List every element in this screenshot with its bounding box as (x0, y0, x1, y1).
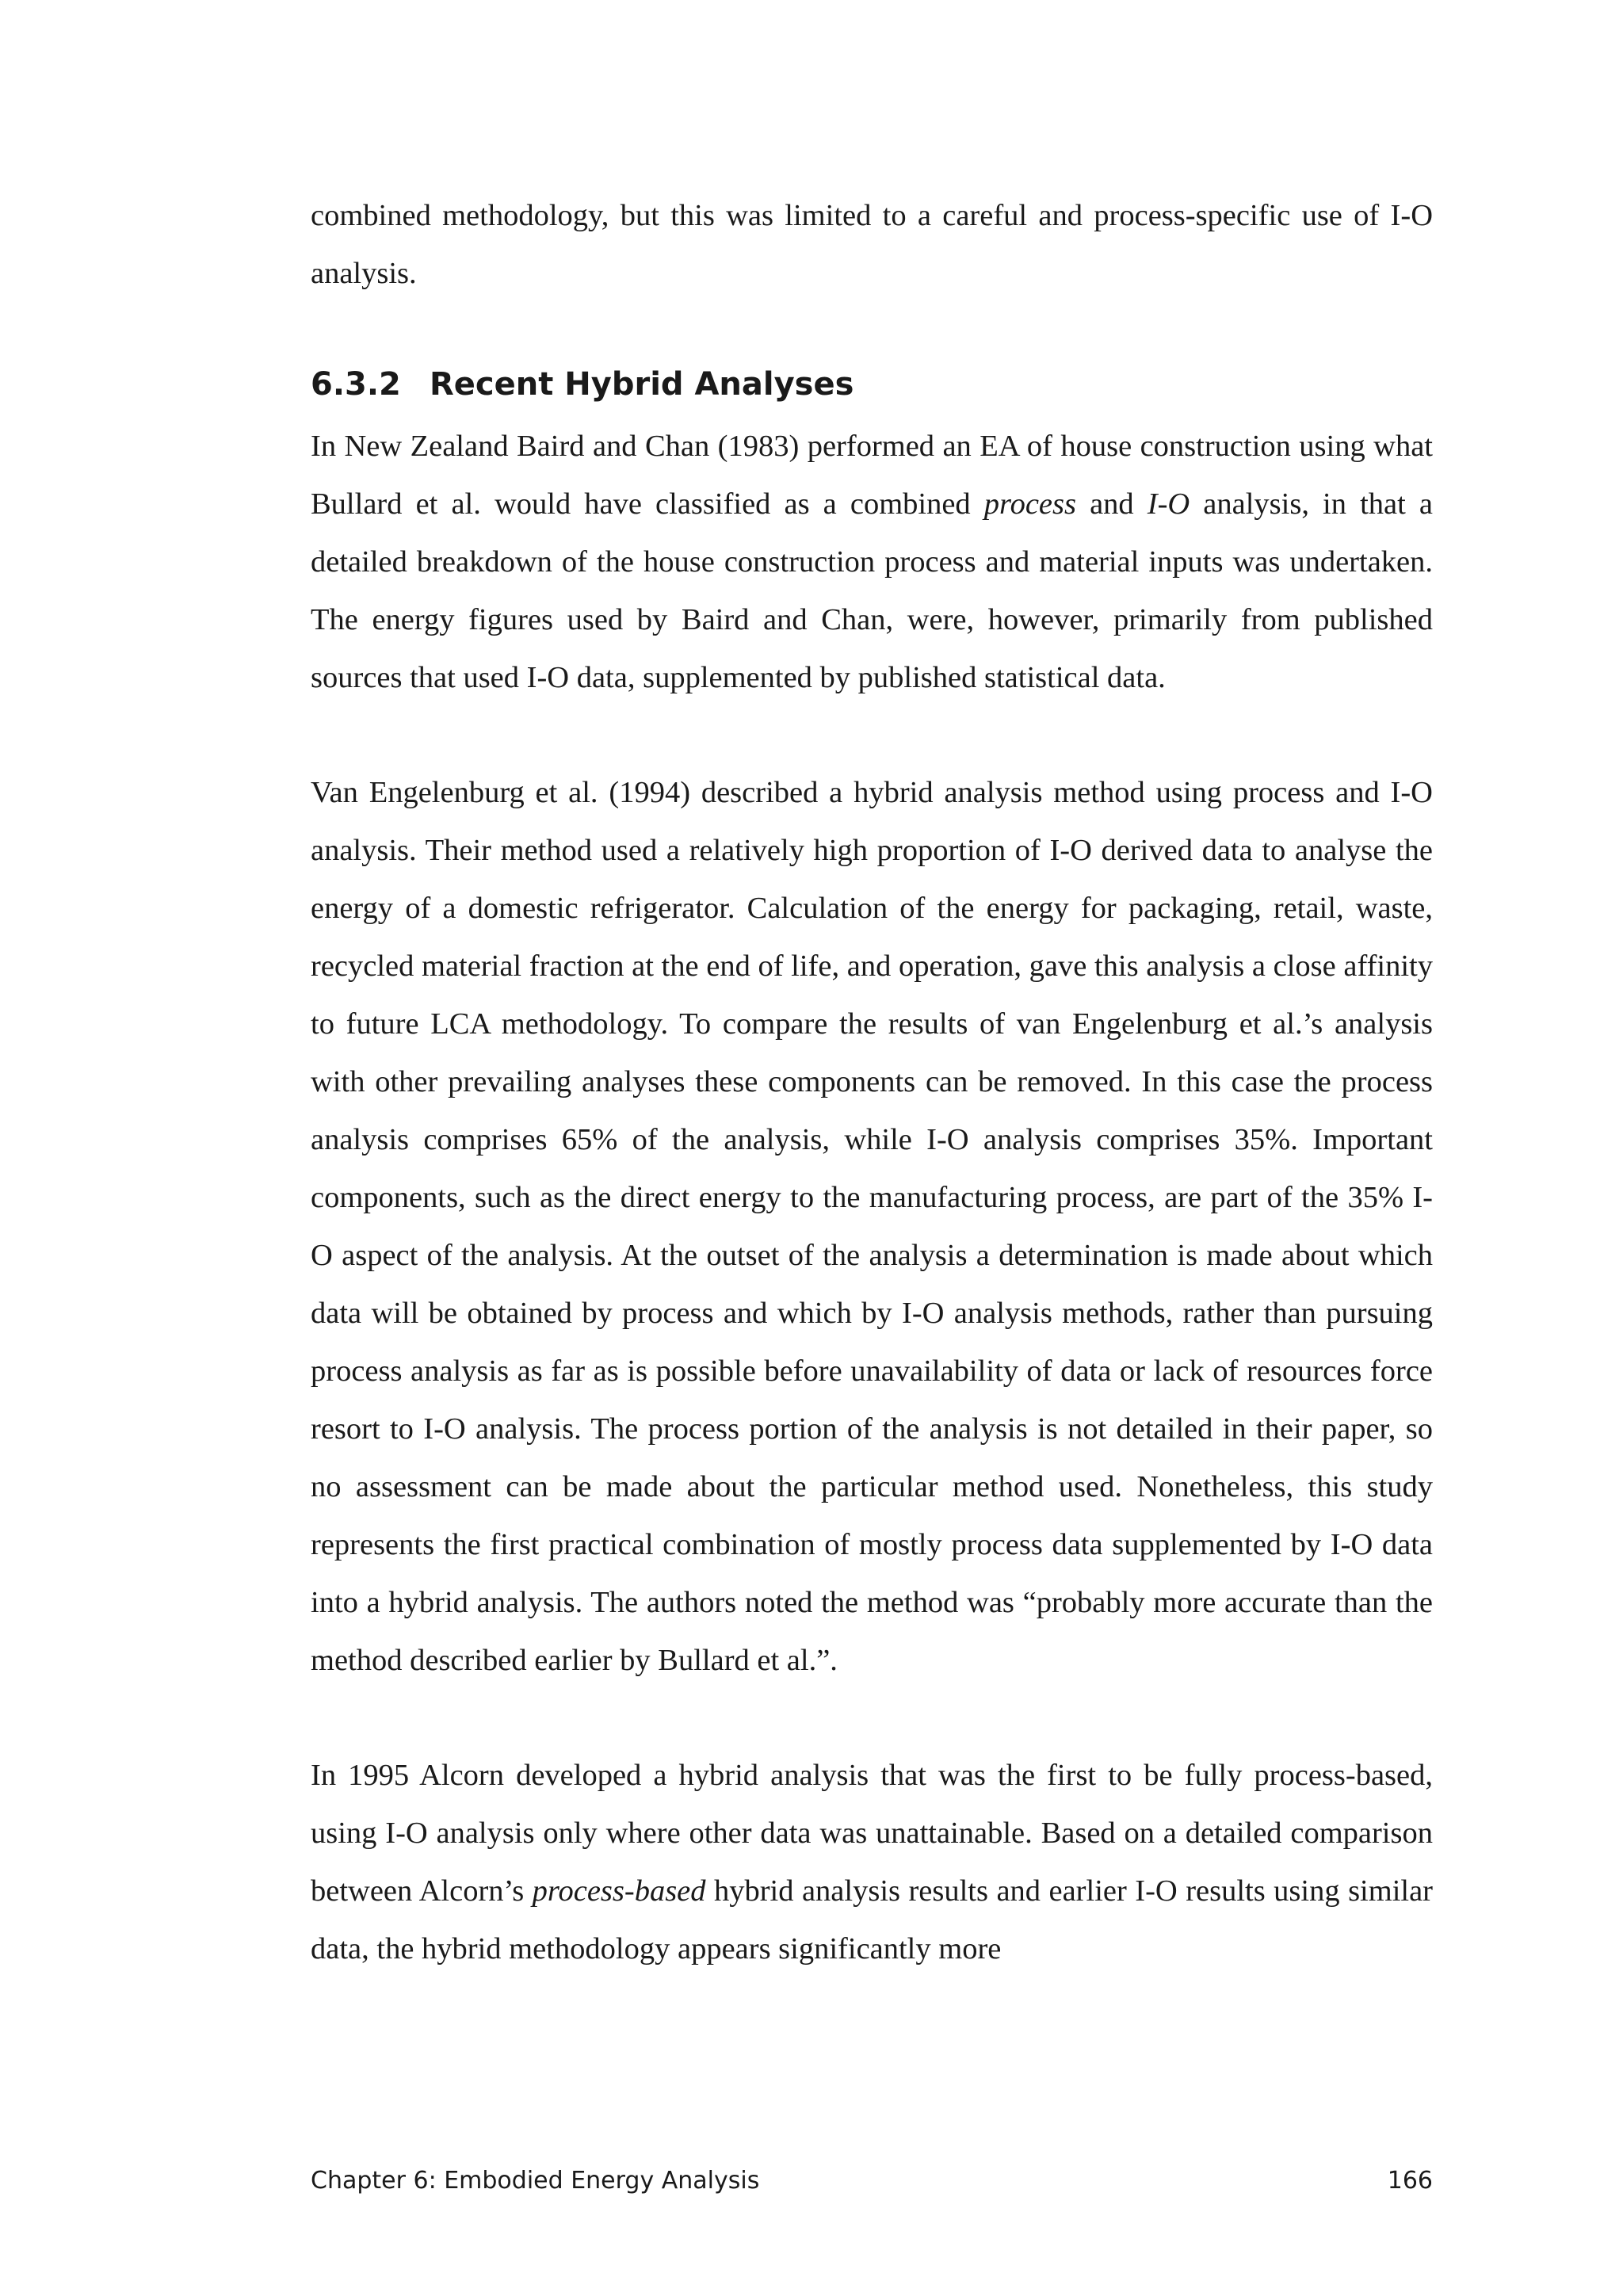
section-number: 6.3.2 (311, 366, 401, 403)
italic-process-based: process-based (532, 1874, 706, 1908)
spacer (311, 1690, 1433, 1747)
text-run: and (1075, 487, 1148, 521)
paragraph-continuation: combined methodology, but this was limited to a careful and process-specific use of I-O analysis. (311, 199, 1433, 290)
footer-chapter: Chapter 6: Embodied Energy Analysis (311, 2167, 760, 2195)
italic-process: process (983, 487, 1076, 521)
section-heading (311, 361, 1433, 408)
spacer (311, 303, 1433, 361)
text-run: In 1995 Alcorn developed a hybrid analysis that was the first to be fully process-based, using I-O analysis only where other data was unattainable. Based on a detailed comparison between Alcorn’s (311, 1759, 1433, 1908)
text-run: analysis, in that a detailed breakdown of the house construction process and material inputs was undertaken. The energy figures used by Baird and Chan, were, however, primarily from published sources that used I-O data, supplemented by published statistical data. (311, 487, 1433, 694)
paragraph-baird-chan (311, 418, 1433, 707)
spacer (311, 707, 1433, 764)
section-title: Recent Hybrid Analyses (430, 366, 854, 403)
text-run: In New Zealand Baird and Chan (1983) performed an EA of house construction using what Bullard et al. would have classified as a combined (311, 430, 1433, 521)
paragraph-van-engelenburg: Van Engelenburg et al. (1994) described a hybrid analysis method using process and I-O analysis. Their method used a relatively high proportion of I-O derived data to analyse the energy of a domestic refrigerator. Calculation of the energy for packaging, retail, waste, recycled material fraction at the end of life, and operation, gave this analysis a close affinity to future LCA methodology. To compare the results of van Engelenburg et al.’s analysis with other prevailing analyses these components can be removed. In this case the process analysis comprises 65% of the analysis, while I-O analysis comprises 35%. Important components, such as the direct energy to the manufacturing process, are part of the 35% I-O aspect of the analysis. At the outset of the analysis a determination is made about which data will be obtained by process and which by I-O analysis methods, rather than pursuing process analysis as far as is possible before unavailability of data or lack of resources force resort to I-O analysis. The process portion of the analysis is not detailed in their paper, so no assessment can be made about the particular method used. Nonetheless, this study represents the first practical combination of mostly process data supplemented by I-O data into a hybrid analysis. The authors noted the method was “probably more accurate than the method described earlier by Bullard et al.”. (311, 776, 1433, 1677)
paragraph-alcorn (311, 1747, 1433, 1978)
footer-page-number: 166 (1387, 2167, 1433, 2195)
italic-io: I-O (1147, 487, 1190, 521)
page-body (311, 187, 1433, 1978)
text-run: hybrid analysis results and earlier I-O results using similar data, the hybrid methodology appears significantly more (311, 1874, 1433, 1966)
page-footer (311, 2165, 1433, 2197)
